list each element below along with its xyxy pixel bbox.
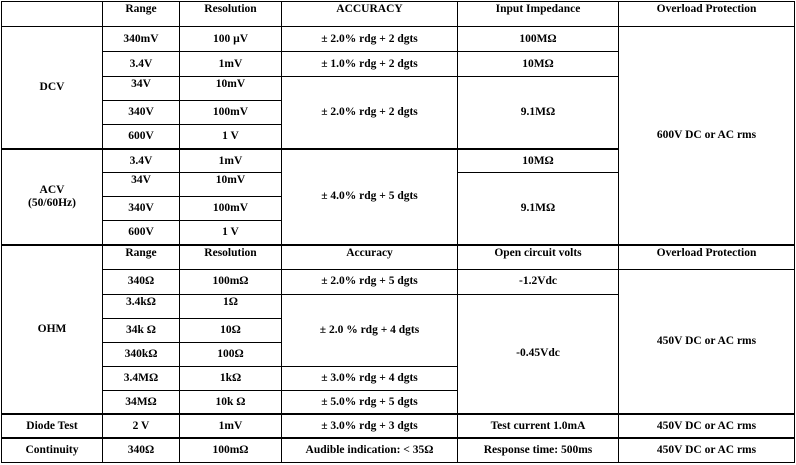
dcv-accuracy: ± 2.0% rdg + 2 dgts bbox=[282, 27, 458, 52]
acv-impedance: 10MΩ bbox=[458, 149, 619, 173]
acv-label bbox=[2, 149, 103, 245]
acv-range: 600V bbox=[103, 221, 180, 245]
continuity-range: 340Ω bbox=[103, 438, 180, 462]
dcv-range: 340V bbox=[103, 101, 180, 125]
ohm-header-row bbox=[2, 245, 795, 269]
diode-resolution: 1mV bbox=[180, 414, 282, 438]
header-accuracy: ACCURACY bbox=[282, 2, 458, 27]
ohm-open-circuit: -0.45Vdc bbox=[458, 294, 619, 414]
acv-label-text: ACV bbox=[39, 183, 65, 196]
ohm-range: 34k Ω bbox=[103, 318, 180, 342]
continuity-overload: 450V DC or AC rms bbox=[619, 438, 795, 462]
ohm-header-open-circuit: Open circuit volts bbox=[458, 245, 619, 269]
continuity-accuracy: Audible indication: < 35Ω bbox=[282, 438, 458, 462]
acv-impedance: 9.1MΩ bbox=[458, 173, 619, 245]
header-input-impedance: Input Impedance bbox=[458, 2, 619, 27]
header-overload: Overload Protection bbox=[619, 2, 795, 27]
header-row bbox=[2, 2, 795, 27]
spec-table bbox=[1, 1, 795, 463]
continuity-resolution: 100mΩ bbox=[180, 438, 282, 462]
diode-accuracy: ± 3.0% rdg + 3 dgts bbox=[282, 414, 458, 438]
dcv-label: DCV bbox=[2, 27, 103, 149]
diode-row bbox=[2, 414, 795, 438]
acv-range: 340V bbox=[103, 197, 180, 221]
diode-label: Diode Test bbox=[2, 414, 103, 438]
ohm-resolution: 1kΩ bbox=[180, 366, 282, 390]
dcv-impedance: 9.1MΩ bbox=[458, 77, 619, 149]
diode-range: 2 V bbox=[103, 414, 180, 438]
ohm-range: 340kΩ bbox=[103, 342, 180, 366]
ohm-header-range: Range bbox=[103, 245, 180, 269]
acv-resolution: 100mV bbox=[180, 197, 282, 221]
ohm-resolution: 10k Ω bbox=[180, 390, 282, 414]
ohm-overload: 450V DC or AC rms bbox=[619, 269, 795, 414]
ohm-resolution: 100mΩ bbox=[180, 269, 282, 294]
dcv-range: 600V bbox=[103, 125, 180, 149]
dcv-resolution: 10mV bbox=[180, 77, 282, 101]
ohm-accuracy: ± 3.0% rdg + 4 dgts bbox=[282, 366, 458, 390]
header-range: Range bbox=[103, 2, 180, 27]
dcv-impedance: 10MΩ bbox=[458, 52, 619, 77]
ohm-resolution: 1Ω bbox=[180, 294, 282, 318]
dcv-resolution: 100 µV bbox=[180, 27, 282, 52]
header-resolution: Resolution bbox=[180, 2, 282, 27]
ohm-accuracy: ± 2.0 % rdg + 4 dgts bbox=[282, 294, 458, 366]
dcv-range: 340mV bbox=[103, 27, 180, 52]
continuity-row bbox=[2, 438, 795, 462]
dcv-acv-overload: 600V DC or AC rms bbox=[619, 27, 795, 245]
table-row bbox=[2, 27, 795, 52]
dcv-accuracy: ± 2.0% rdg + 2 dgts bbox=[282, 77, 458, 149]
ohm-accuracy: ± 5.0% rdg + 5 dgts bbox=[282, 390, 458, 414]
acv-range: 34V bbox=[103, 173, 180, 197]
ohm-resolution: 10Ω bbox=[180, 318, 282, 342]
acv-sublabel: (50/60Hz) bbox=[28, 196, 76, 209]
acv-range: 3.4V bbox=[103, 149, 180, 173]
continuity-label: Continuity bbox=[2, 438, 103, 462]
ohm-range: 340Ω bbox=[103, 269, 180, 294]
diode-overload: 450V DC or AC rms bbox=[619, 414, 795, 438]
ohm-accuracy: ± 2.0% rdg + 5 dgts bbox=[282, 269, 458, 294]
table-row bbox=[2, 269, 795, 294]
acv-resolution: 10mV bbox=[180, 173, 282, 197]
dcv-resolution: 100mV bbox=[180, 101, 282, 125]
continuity-info: Response time: 500ms bbox=[458, 438, 619, 462]
acv-accuracy: ± 4.0% rdg + 5 dgts bbox=[282, 149, 458, 245]
ohm-header-resolution: Resolution bbox=[180, 245, 282, 269]
ohm-open-circuit: -1.2Vdc bbox=[458, 269, 619, 294]
header-blank bbox=[2, 2, 103, 27]
ohm-range: 3.4kΩ bbox=[103, 294, 180, 318]
dcv-range: 3.4V bbox=[103, 52, 180, 77]
dcv-accuracy: ± 1.0% rdg + 2 dgts bbox=[282, 52, 458, 77]
diode-info: Test current 1.0mA bbox=[458, 414, 619, 438]
ohm-resolution: 100Ω bbox=[180, 342, 282, 366]
ohm-range: 34MΩ bbox=[103, 390, 180, 414]
acv-resolution: 1 V bbox=[180, 221, 282, 245]
dcv-impedance: 100MΩ bbox=[458, 27, 619, 52]
ohm-header-overload: Overload Protection bbox=[619, 245, 795, 269]
acv-resolution: 1mV bbox=[180, 149, 282, 173]
dcv-resolution: 1 V bbox=[180, 125, 282, 149]
dcv-range: 34V bbox=[103, 77, 180, 101]
ohm-header-accuracy: Accuracy bbox=[282, 245, 458, 269]
ohm-label: OHM bbox=[2, 245, 103, 414]
ohm-range: 3.4MΩ bbox=[103, 366, 180, 390]
dcv-resolution: 1mV bbox=[180, 52, 282, 77]
